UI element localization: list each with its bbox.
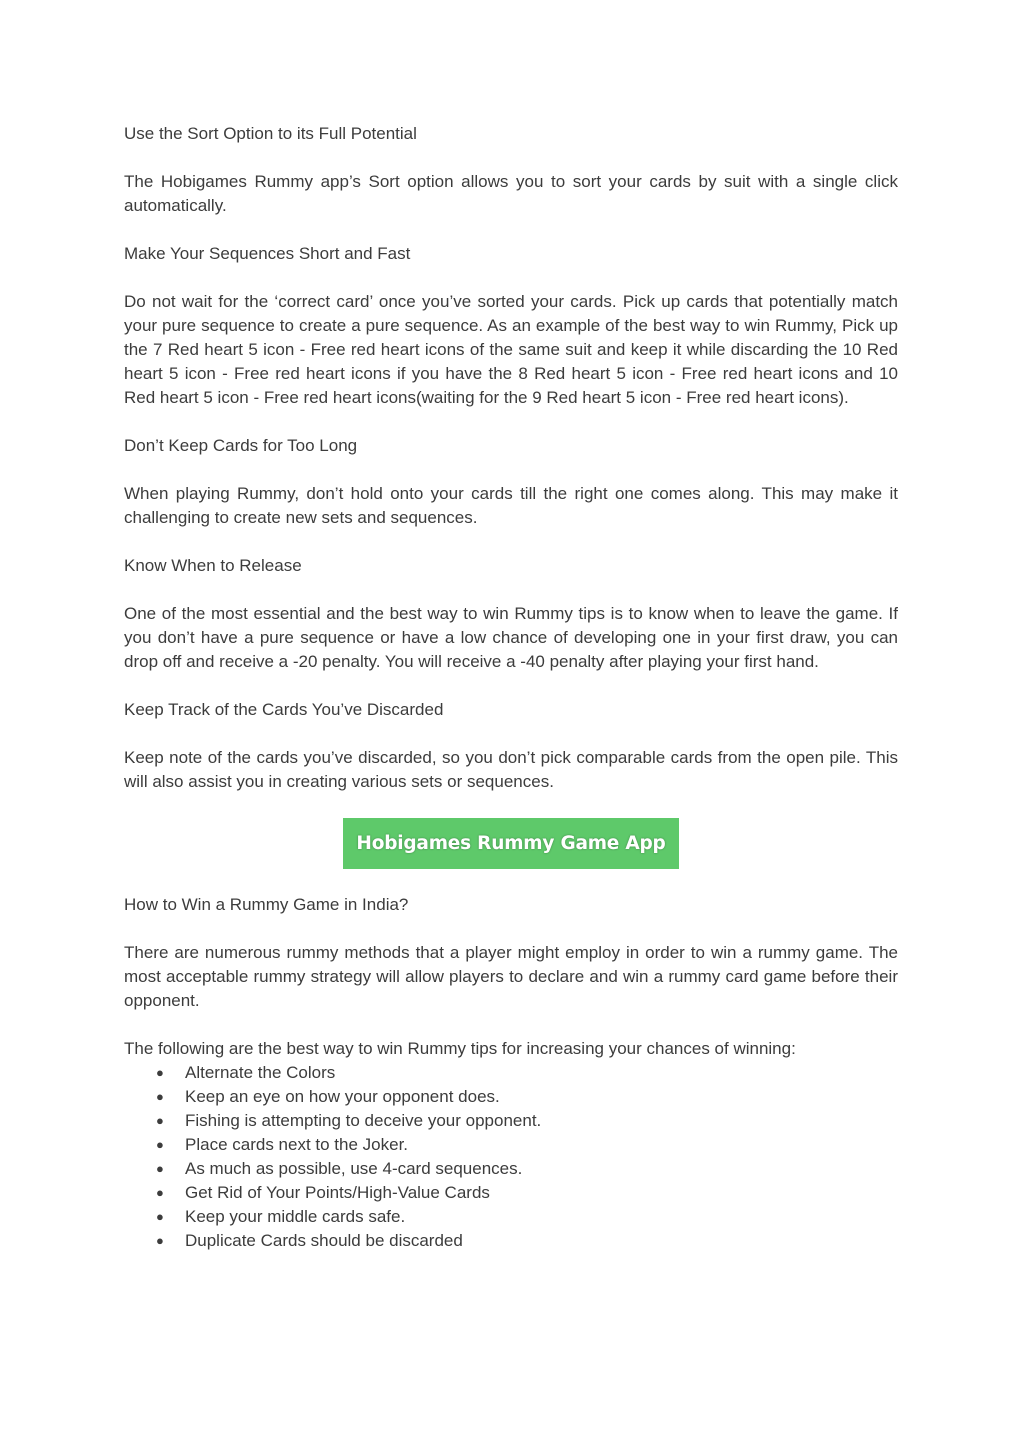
list-item-text: Fishing is attempting to deceive your opponent. (185, 1111, 542, 1130)
list-item (156, 1181, 898, 1205)
section-heading-release: Know When to Release (124, 556, 302, 575)
list-item (156, 1109, 898, 1133)
section-heading-sort: Use the Sort Option to its Full Potential (124, 124, 417, 143)
section-body-sort: The Hobigames Rummy app’s Sort option allows you to sort your cards by suit with a single click automatically. (124, 172, 898, 215)
bullet-icon: ● (156, 1113, 164, 1128)
list-item-text: Alternate the Colors (185, 1063, 336, 1082)
bullet-icon: ● (156, 1065, 164, 1080)
list-item-text: Duplicate Cards should be discarded (185, 1231, 463, 1250)
section-heading-dont-keep: Don’t Keep Cards for Too Long (124, 436, 358, 455)
bullet-icon: ● (156, 1137, 164, 1152)
win-section-heading: How to Win a Rummy Game in India? (124, 895, 409, 914)
list-item-text: Place cards next to the Joker. (185, 1135, 409, 1154)
section-heading-sequences: Make Your Sequences Short and Fast (124, 244, 411, 263)
cta-container (124, 818, 898, 869)
section-body-dont-keep: When playing Rummy, don’t hold onto your cards till the right one comes along. This may make it challenging to create new sets and sequences. (124, 484, 898, 527)
win-section-body: There are numerous rummy methods that a player might employ in order to win a rummy game. The most acceptable rummy strategy will allow players to declare and win a rummy card game before their opponent. (124, 943, 898, 1010)
list-item-text: Keep your middle cards safe. (185, 1207, 406, 1226)
list-item-text: Get Rid of Your Points/High-Value Cards (185, 1183, 490, 1202)
list-item (156, 1229, 898, 1253)
list-item (156, 1133, 898, 1157)
bullet-icon: ● (156, 1209, 164, 1224)
list-item-text: As much as possible, use 4-card sequences. (185, 1159, 523, 1178)
bullet-icon: ● (156, 1233, 164, 1248)
list-item (156, 1157, 898, 1181)
section-body-discarded: Keep note of the cards you’ve discarded, so you don’t pick comparable cards from the open pile. This will also assist you in creating various sets or sequences. (124, 748, 898, 791)
hobigames-app-button[interactable]: Hobigames Rummy Game App (343, 818, 679, 869)
tips-intro: The following are the best way to win Rummy tips for increasing your chances of winning: (124, 1039, 796, 1058)
tips-list (124, 1061, 898, 1253)
bullet-icon: ● (156, 1089, 164, 1104)
bullet-icon: ● (156, 1185, 164, 1200)
section-body-release: One of the most essential and the best way to win Rummy tips is to know when to leave the game. If you don’t have a pure sequence or have a low chance of developing one in your first draw, you can drop off and receive a -20 penalty. You will receive a -40 penalty after playing your first hand. (124, 604, 898, 671)
list-item-text: Keep an eye on how your opponent does. (185, 1087, 500, 1106)
list-item (156, 1085, 898, 1109)
bullet-icon: ● (156, 1161, 164, 1176)
section-body-sequences: Do not wait for the ‘correct card’ once you’ve sorted your cards. Pick up cards that potentially match your pure sequence to create a pure sequence. As an example of the best way to win Rummy, Pick up the 7 Red heart 5 icon - Free red heart icons of the same suit and keep it while discarding the 10 Red heart 5 icon - Free red heart icons if you have the 8 Red heart 5 icon - Free red heart icons and 10 Red heart 5 icon - Free red heart icons(waiting for the 9 Red heart 5 icon - Free red heart icons). (124, 292, 898, 407)
list-item (156, 1205, 898, 1229)
section-heading-discarded: Keep Track of the Cards You’ve Discarded (124, 700, 444, 719)
list-item (156, 1061, 898, 1085)
